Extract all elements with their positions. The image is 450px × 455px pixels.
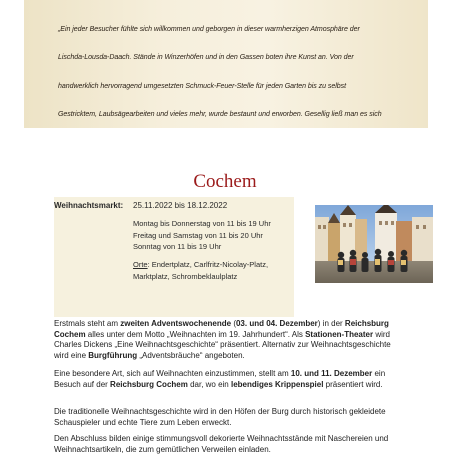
- market-info-panel: [54, 197, 294, 317]
- christmas-market-photo: [315, 205, 433, 283]
- paragraph-advent-weekend: Erstmals steht am zweiten Adventswochenende (03. und 04. Dezember) in der Reichsburg Cochem alles unter dem Motto „Weihnachten im 19. Jahrhundert“. Als Stationen-Theater wird Charles Dickens „Eine Weihnachtsgeschichte“ präsentiert. Alternativ zur Weihnachtsgeschichte wird eine Burgführung „Adventsbräuche“ angeboten.: [54, 319, 391, 361]
- market-label: Weihnachtsmarkt:: [54, 201, 124, 210]
- opening-hours: [133, 218, 271, 253]
- paragraph-story: Die traditionelle Weihnachtsgeschichte wird in den Höfen der Burg durch historisch gekleidete Schauspieler und echte Tiere zum Leben erweckt.: [54, 407, 386, 427]
- intro-line: handwerklich hervorragend umgesetzten Schmuck-Feuer-Stelle für jeden Garten bis zu selbst: [58, 82, 347, 90]
- paragraph-closing: Den Abschluss bilden einige stimmungsvoll dekorierte Weihnachtsstände mit Naschereien und Weihnachtsartikeln, die zum gemütlichen Verweilen einladen.: [54, 434, 389, 454]
- market-places: [133, 259, 293, 282]
- paragraph-nativity-play: Eine besondere Art, sich auf Weihnachten einzustimmen, stellt am 10. und 11. Dezember ein Besuch auf der Reichsburg Cochem dar, wo ein lebendiges Krippenspiel präsentiert wird.: [54, 369, 386, 389]
- market-dates: 25.11.2022 bis 18.12.2022: [133, 201, 228, 210]
- intro-line: Gestricktem, Laubsägearbeiten und vieles mehr, wurde bestaunt und erworben. Gesellig ließ man es sich: [58, 110, 382, 118]
- intro-quote-box: [24, 0, 428, 128]
- intro-quote-text: [58, 6, 382, 124]
- hours-line: Sonntag von 11 bis 19 Uhr: [133, 242, 222, 252]
- places-label: Orte: [133, 260, 148, 269]
- hours-line: Montag bis Donnerstag von 11 bis 19 Uhr: [133, 219, 271, 228]
- intro-line: Lischda-Lousda-Daach. Stände in Winzerhöfen und in den Gassen boten ihre Kunst an. Von der: [58, 54, 354, 62]
- market-photo-illustration: [315, 205, 433, 283]
- places-text: : Endertplatz, Carlfritz-Nicolay-Platz, Marktplatz, Schrombeklaulplatz: [133, 260, 269, 281]
- intro-line: „Ein jeder Besucher fühlte sich willkommen und geborgen in dieser warmherzigen Atmosphäre der: [58, 25, 360, 33]
- section-title: Cochem: [193, 171, 257, 192]
- hours-line: Freitag und Samstag von 11 bis 20 Uhr: [133, 230, 263, 240]
